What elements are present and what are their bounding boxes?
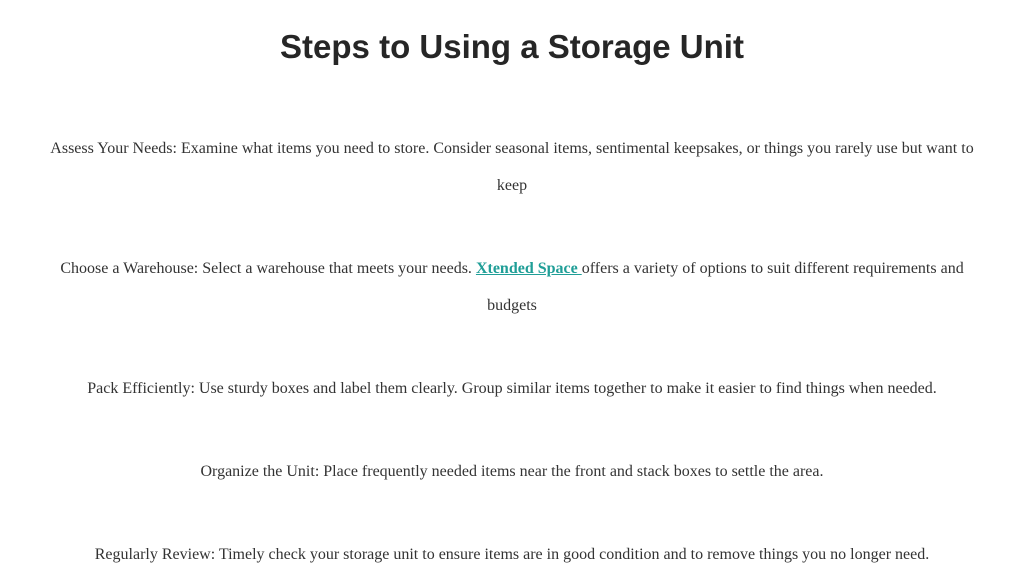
step-regularly-review: Regularly Review: Timely check your storage unit to ensure items are in good condition and to remove things you no longer need. — [94, 546, 930, 563]
step-choose-warehouse-text-end: offers a variety of options to suit different requirements and budgets — [487, 260, 964, 314]
xtended-space-link[interactable]: Xtended Space — [475, 260, 582, 277]
step-choose-warehouse — [48, 250, 976, 324]
step-pack-efficiently: Pack Efficiently: Use sturdy boxes and label them clearly. Group similar items together to make it easier to find things when needed. — [87, 380, 937, 397]
page-title: Steps to Using a Storage Unit — [280, 28, 744, 65]
step-choose-warehouse-text: Choose a Warehouse: Select a warehouse that meets your needs. — [60, 260, 476, 277]
step-assess-needs: Assess Your Needs: Examine what items you need to store. Consider seasonal items, sentimental keepsakes, or things you rarely use but want to keep — [50, 140, 974, 194]
step-organize-unit: Organize the Unit: Place frequently needed items near the front and stack boxes to settle the area. — [200, 463, 824, 480]
